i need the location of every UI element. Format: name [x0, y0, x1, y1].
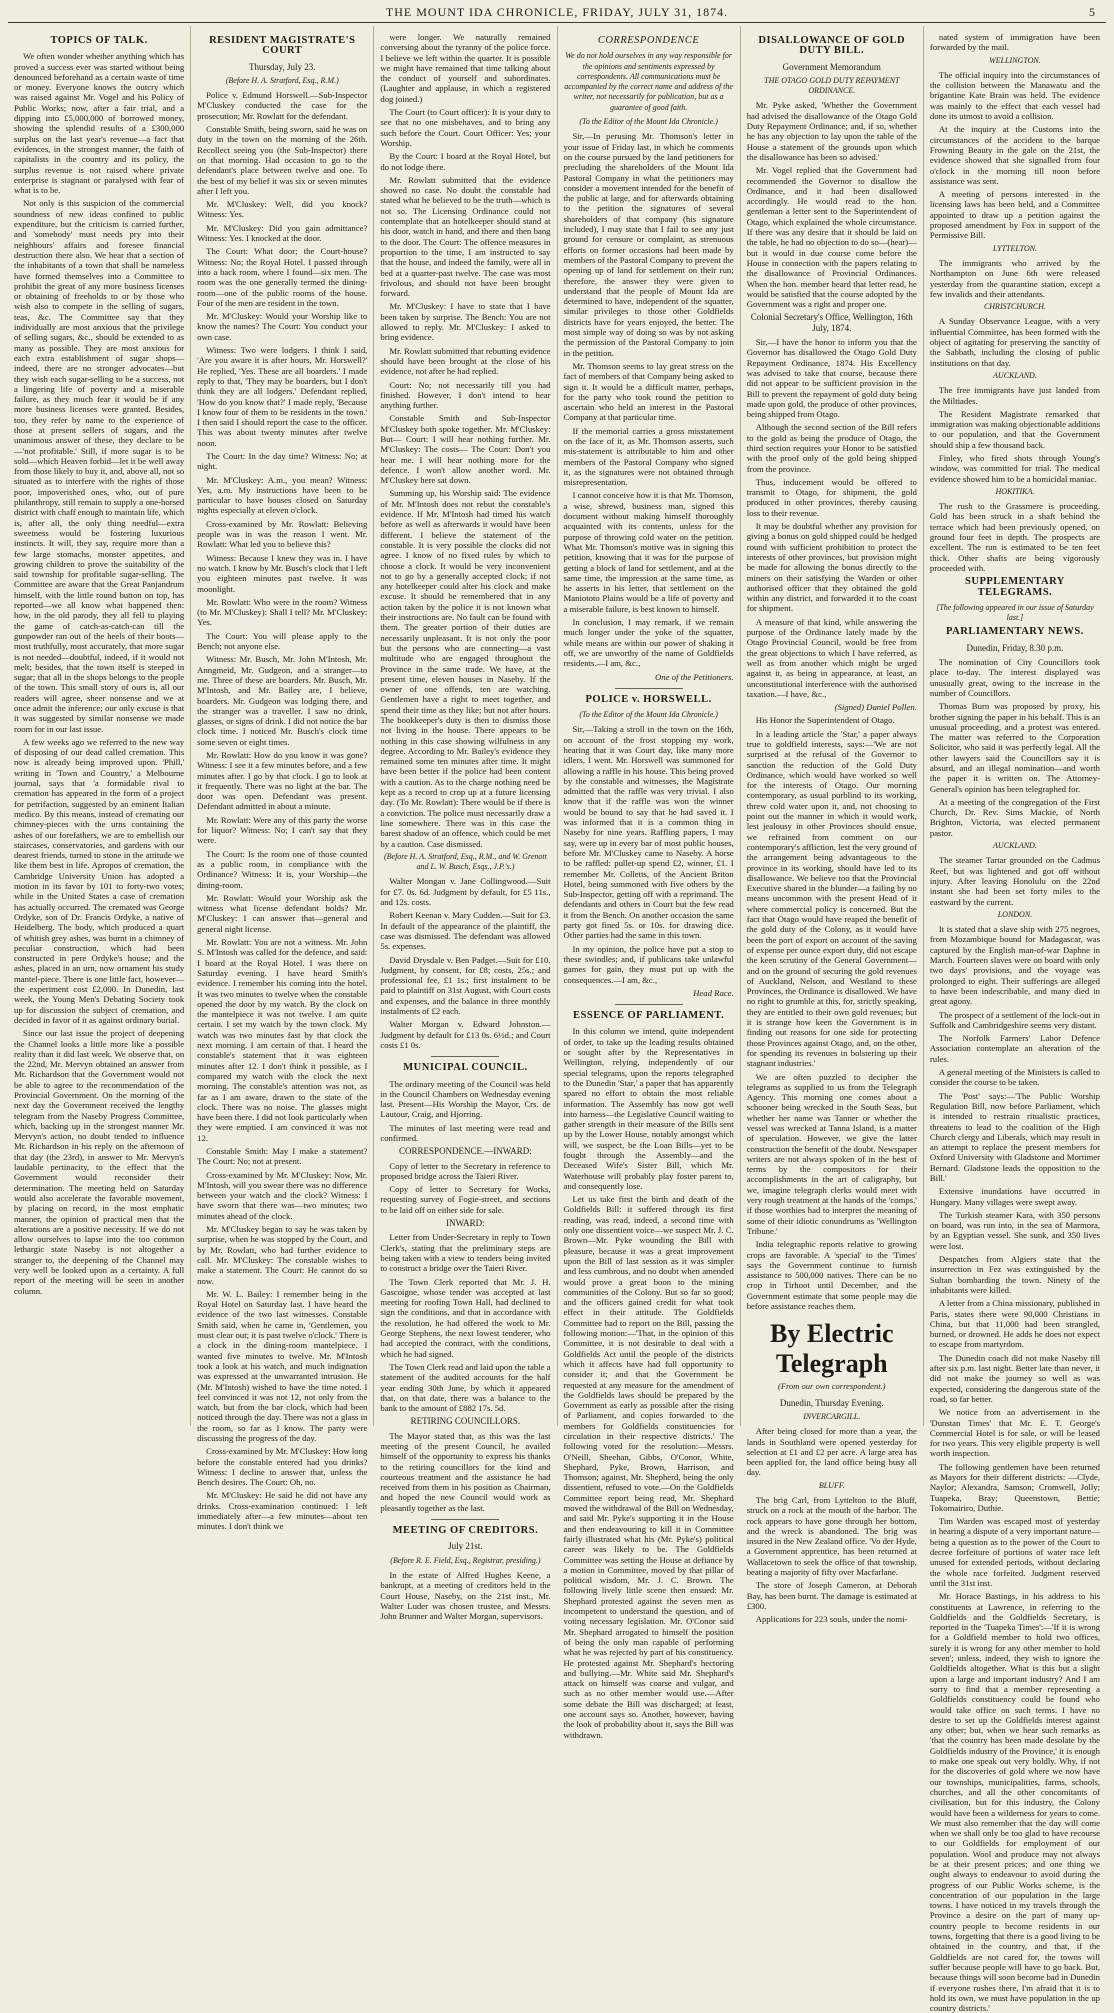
section-heading: PARLIAMENTARY NEWS.: [946, 626, 1084, 638]
article-paragraph: If the memorial carries a gross misstatement on the face of it, as Mr. Thomson asserts, such mis-statement is attributable to him and other members of the Pastoral Company who signed it, as the signatures were not obtained through misrepresentation.: [563, 425, 734, 488]
section-heading: MUNICIPAL COUNCIL.: [403, 1062, 528, 1074]
article-paragraph: Let us take first the birth and death of the Goldfields Bill: it suffered through its first reading, was read, indeed, a second time with only one dissentient voice—we suspect Mr. J. C. Brown—Mr. Pyke wounding the Bill with pleasure, because it was a great improvement upon the Bill of last session as it was simpler and less cumbrous, and no doubt when amended would prove a great boon to the mining communities of the Colony. But so far so good; and the officers gained credit for what took effect in their attitude. The Goldfields Committee had to report on the Bill, passing the following motion:—'That, in the opinion of this Committee, it is not desirable to deal with a Goldfields Act until the people of the districts which it affects have had full opportunity to consider it; and that the Government be requested at any measure for the amendment of the Goldfields laws should be prepared by the Government as early as possible after the rising of Parliament, and copies forwarded to the members for Goldfields constituencies for circulation in their respective districts.' The following voted for the resolution:—Messrs. O'Neill, Sheehan, Gibbs, O'Conor, White, Shephard, Pyke, Brown, Harrison, and Thomson; against, Mr. Shepherd, being the only dissentient, refused to vote.—On the Goldfields Committee report being read, Mr. Shephard moved the withdrawal of the Bill on Wednesday, and said Mr. Pyke's supporting it in the House and then endeavouring to kill it in Committee fairly illustrated what his (Mr. Pyke's) political career was likely to be. The Goldfields Committee was setting the House at defiance by a motion in Committee, moved by that pillar of political wisdom, Mr. J. C. Brown. The following lively little scene then ensued: Mr. Shephard protested against the seven men as incompetent to understand the question, and of voting necessary legislation. Mr. O'Conor said Mr. Shephard arrogated to himself the position of being the only man capable of performing what he was rejected by part of his constituency. He protested against Mr. Shephard's hectoring and bullying.—Mr. White said Mr. Shephard's attack on himself was coarse and vulgar, and such as no other member would use.—After some debate the Bill was discharged; at least, one account says so. Another, however, having the look of probability about it, says the Bill was withdrawn.: [563, 1194, 734, 1740]
article-paragraph: Witness: Two were lodgers. I think I said, 'Are you aware it is after hours, Mr. Horswell?' He replied, 'Yes. These are all boarders.' I made reply to that, 'They may be boarders, but I don't think they are all lodgers.' Defendant replied, 'How do you know that?' I made reply, 'Because I know four of them to be residents in the town.' I then said I should report the case to the officer. This was about twenty minutes after twelve noon.: [197, 345, 368, 448]
article-paragraph: The immigrants who arrived by the Northampton on June 6th were released yesterday from the quarantine station, except a few invalids and their attendants.: [929, 257, 1101, 299]
article-paragraph: The 'Post' says:—'The Public Worship Regulation Bill, now before Parliament, which is intended to restrain ritualistic practices, threatens to lead to the coalition of the High Church clergy and Liberals, which may result in an attempt to replace the present members for Oxford University with Gladstone and Mortimer Bernard. Gladstone leads the opposition to the Bill.': [929, 1090, 1101, 1183]
article-paragraph: The nomination of City Councillors took place to-day. The interest displayed was unusually great, owing to the increase in the number of Councillors.: [929, 657, 1101, 698]
article-paragraph: Sir,—I have the honor to inform you that the Governor has disallowed the Otago Gold Duty Repayment Ordinance, 1874. His Excellency was advised to take that course, because there did not appear to be sufficient provision in the Bill to prevent the repayment of gold duty being made upon gold, the produce of other provinces, being shipped from Otago.: [746, 337, 917, 420]
article-paragraph: Mr. Pyke asked, 'Whether the Government had advised the disallowance of the Otago Gold Duty Repayment Ordinance; and, if so, whether he has any objection to lay upon the table of the House a statement of the grounds upon which the disallowance has been so advised.': [746, 100, 917, 162]
note-line: (Before H. A. Stratford, Esq., R.M., and W. Grenott and L. W. Busch, Esqs., J.P.'s.): [383, 851, 547, 872]
section-heading: CORRESPONDENCE: [597, 35, 700, 46]
section-heading: ESSENCE OF PARLIAMENT.: [573, 1010, 725, 1022]
article-paragraph: Constable Smith and Sub-Inspector M'Cluskey both spoke together. Mr. M'Cluskey: But— Court: I will hear nothing further. Mr. M'Cluskey: The costs— The Court: Don't you hear me. I will hear nothing more for the defence. I won't allow another word. Mr. M'Cluskey here sat down.: [380, 413, 551, 486]
article-paragraph: A letter from a China missionary, published in Paris, states there were 90,000 Christians in China, but that 11,000 had been strangled, burned, or drowned. He adds he does not expect to escape from martyrdom.: [929, 1298, 1101, 1350]
masthead-title: THE MOUNT IDA CHRONICLE, FRIDAY, JULY 31, 1874.: [385, 5, 729, 19]
article-paragraph: The brig Carl, from Lyttelton to the Bluff, struck on a rock at the mouth of the harbor. The rock appears to have gone through her bottom, and the wreck is abandoned. The brig was insured in the New Zealand office. 'Vo der Hyde, a Government apprentice, has been returned at Wallacetown to seek the office of that township, beating a majority of fifty over Macfarlane.: [746, 1495, 917, 1578]
article-paragraph: After being closed for more than a year, the lands in Southland were opened yesterday for selection at £1 and £2 per acre. A large area has been applied for, the land office being busy all day.: [746, 1426, 917, 1478]
article-paragraph: Finley, who fired shots through Young's window, was committed for trial. The medical evidence showed him to be a homicidal maniac.: [929, 452, 1101, 484]
article-paragraph: The Court: Is the room one of those counted as a public room, in compliance with the Ordinance? Witness: It is, your Worship—the dining-room.: [197, 848, 368, 890]
masthead: [0, 0, 1114, 22]
article-paragraph: Sir,—Taking a stroll in the town on the 16th, on account of the frost stopping my work, hearing that it was Court day, like many more idlers, I went. Mr. Horswell was summoned for allowing a raffle in his house. This being proved by the constable and witnesses, the Magistrate admitted that the raffle was very trivial. I also know that if the raffle was won the winner would be bound to say that he had saved it. I was informed that it is a common thing in Naseby for nine years. Raffling papers, I may say, were up in every bar of most public houses, before Mr. M'Cluskey came to Naseby. A horse to be raffled: pullet-up spend £2, winner, £1. I remember Mr. Colletts, of the Ancient Briton Hotel, being summoned with five others by the Sub-Inspector, getting off with a reprimand. The defendants and others in Court but the few read it from the Bench. On another occasion the same party got fined 5s. or 10s. for drawing dice. Other parties had the same in this town.: [563, 724, 734, 941]
article-paragraph: Walter Morgan v. Edward Johnston.—Judgment by default for £13 0s. 6½d.; and Court costs £1 0s.: [380, 1019, 551, 1050]
newspaper-columns: [8, 26, 1106, 2013]
subheading: Colonial Secretary's Office, Wellington, 16th July, 1874.: [750, 312, 913, 333]
article-paragraph: His Honor the Superintendent of Otago.: [755, 715, 895, 726]
article-paragraph: A meeting of persons interested in the licensing laws has been held, and a Committee appointed to draw up a petition against the proposed amendment by Fox in support of the Permissive Bill.: [929, 189, 1101, 241]
section-heading: MEETING OF CREDITORS.: [392, 1525, 539, 1537]
article-paragraph: The Town Clerk reported that Mr. J. H. Gascoigne, whose tender was accepted at last meeting for roofing Town Hall, had declined to sign the conditions, and that in accordance with the resolution, he had offered the work to Mr. George Stephens, the next lowest tenderer, who had accepted the contract, with the conditions, which he had signed.: [380, 1276, 551, 1359]
article-paragraph: Mr. Rowlatt submitted that the evidence showed no case. No doubt the constable had stated what he believed to be the truth—which is not so. The Licensing Ordinance could not contemplate that an hotelkeeper should stand at his door, watch in hand, and there and then bang to the door. The Court: The offence measures in proportion to the time, I am instructed to say that the house, and indeed the family, were all in bed at a quarter-past twelve. The case was most frivolous, and should not have been brought forward.: [380, 174, 551, 299]
article-paragraph: Mr. M'Cluskey: I have to state that I have been taken by surprise. The Bench: You are not allowed to reply. Mr. M'Cluskey: I asked to bring evidence.: [380, 301, 551, 343]
article-paragraph: The Court: In the day time? Witness: No; at night.: [197, 450, 368, 472]
subheading: CORRESPONDENCE.—INWARD:: [399, 1146, 532, 1157]
article-paragraph: Constable Smith: May I make a statement? The Court: No; not at present.: [197, 1145, 368, 1167]
section-heading: RESIDENT MAGISTRATE'S COURT: [209, 35, 356, 57]
article-paragraph: Not only is this suspicion of the commercial soundness of new ideas confined to public expenditure, but the criticism is carried further, and 'somebody' must needs pry into their neighbours' affairs and foresee financial destruction there also. We hear that a section of the inhabitants of a town that shall be nameless have formed themselves into a Committee to prohibit the great of any more business licenses or obtaining of freeholds to or by those who wish also to compete in the selling of sugars, teas, &c. The Committee say that they individually are most anxious that the privilege of selling sugars, &c., should be extended to as many as possible. They are most anxious for each extra establishment of sugar shops—indeed, there are no stronger advocates—but they wish each sugar-selling to be a success, not a lingering life of poverty and a miserable failure, as they much fear it would be if any more business licenses were granted. Besides, too, they refer by name to the experience of those at present sellers of sugars, and the unanimous answer of these, they declare to be—'not profitable.' Still, if more sugar is to be sold—which Heaven forbid—let it be well away from those likely to buy it, and, above all, not so situated as to interfere with the rights of those poor, impoverished ones, who, out of pure philanthropy, still remain to supply a one-horsed district with chaff enough to maintain life, which is, after all, the only thing needful—extra sweetness would be fostering luxurious instincts. It will, they say, require more than a few large stomachs, monster appetites, and growing children to prove the suitability of the said township for profitable sugar-selling. The Committee are aware that the Great Panjandrum himself, with the little round button on top, has reported—we all know what happened then: how, in the old parody, they all fell to playing the game of catch-as-catch-can till the gunpowder ran out of the heels of their boots—most truthfully, most accurately, that more sugar is not needed—doubtful, indeed, if it would not melt; besides, that the town itself is steeped in sugar; that all in the shops belongs to the people of the town. This small story of ours is, all our readers will agree, sheer nonsense and we at once admit the inference; our only excuse is that it was suggested by similar nonsense we made room for in our last issue.: [14, 198, 185, 734]
article-paragraph: The rush to the Grassmere is proceeding. Gold has been struck in a shaft behind the terrace which had been previously opened, on ground four feet in depth. The prospects are excellent. The run is estimated to be ten feet thick. Other shafts are being vigorously proceeded with.: [929, 501, 1101, 573]
section-divider: [431, 1056, 499, 1057]
section-heading: DISALLOWANCE OF GOLD DUTY BILL.: [758, 35, 906, 57]
article-paragraph: Thus, inducement would be offered to transmit to Otago, for shipment, the gold produced in other provinces, thereby causing loss to their revenue.: [746, 476, 917, 518]
column-5: [741, 26, 924, 1625]
note-line: AUCKLAND.: [993, 841, 1037, 851]
note-line: (Before H. A. Stratford, Esq., R.M.): [225, 75, 339, 85]
note-line: [The following appeared in our issue of Saturday last.]: [936, 602, 1094, 623]
article-paragraph: Robert Keenan v. Mary Cudden.—Suit for £3. In default of the appearance of the plaintiff, the case was dismissed. The defendant was allowed 5s. expenses.: [380, 910, 551, 952]
article-paragraph: Mr. M'Cluskey began to say he was taken by surprise, when he was stopped by the Court, and by Mr. Rowlatt, who had further evidence to call. Mr. M'Cluskey: The constable wishes to make a statement. The Court: He cannot do so now.: [197, 1224, 368, 1286]
article-paragraph: Mr. M'Cluskey: Did you gain admittance? Witness: Yes. I knocked at the door.: [197, 222, 368, 244]
article-paragraph: Since our last issue the project of deepening the Channel looks a little more like a possible reality than it did last week. We observe that, on the 22nd, Mr. Mervyn obtained an answer from Mr. Richardson that the Government would not be able to agree to the recommendation of the Provincial Government. On the morning of the next day the Government received the lengthy telegram from the Naseby Progress Committee, which, backing up in the strongest manner Mr. Mervyn's action, no doubt tended to influence Mr. Richardson in his reply on the afternoon of that day (the 23rd), in answer to Mr. Mervyn's laudable pertinacity, to the effect that the Government would reconsider their determination. The meeting held on Saturday would also accelerate the favorable movement, by placing on record, in the most emphatic manner, the opinion of practical men that the alterations are a positive necessity. If we do not allow ourselves to lapse into the too common lethargic state Naseby is not altogether a stranger to, the deepening of the Channel may very well be looked upon as a certainty. A full report of the meeting will be seen in another column.: [14, 1028, 185, 1296]
article-paragraph: Thomas Burn was proposed by proxy, his brother signing the paper in his behalf. This is an unusual proceeding, and a protest was entered. The matter was referred to the Corporation Solicitor, who said it was perfectly legal. All the other lawyers said the Councillors say it is absurd, and an illegal nomination—and worth the paper it is written on. The Attorney-General's opinion has been telegraphed for.: [929, 701, 1101, 794]
article-paragraph: In a leading article the 'Star,' a paper always true to goldfield interests, says:—'We are not surprised at the refusal of the Governor to sanction the reduction of the Gold Duty Ordinance, which would have worked so well for the interests of Otago. Our morning contemporary, as usual purblind to its working, threw cold water upon it, and, not choosing to point out the manner in which it would work, lest jealousy in other Provinces should ensue, we refrained from comment on our contemporary's affliction, lest the very ground of the arrangement being advantageous to the province in its working, should have led to its disallowance. We believe too that the Provincial Executive shared in the blunder—a failing by no means uncommon with the present Head of it where commercial policy is concerned. But the fact that Otago would have reaped the benefit of the gold duty of the Colony, as it would have been the port of export on account of the saving of expense per ounce export duty, did not escape the keen scrutiny of the General Government—and on the ground of securing the gold revenues of Auckland, Nelson, and Westland to these Provinces, the Ordinance is disallowed. We have no right to grumble at this, for, strictly speaking, they are entitled to their own gold revenues; but it is strange how keen the Government is in finding out reasons for one side for protecting those Provinces against Otago, and, on the other, for spending its revenues in bolstering up their stagnant industries.': [746, 728, 917, 1069]
article-paragraph: It is stated that a slave ship with 275 negroes, from Mozambique bound for Madagascar, was captured by the English man-of-war Daphne in March. Fourteen slaves were on board with only two days' provisions, and the voyage was prolonged to eight. Their sufferings are alleged to have been indescribable, and many died in great agony.: [929, 924, 1101, 1007]
article-paragraph: The ordinary meeting of the Council was held in the Council Chambers on Wednesday evening last. Present—His Worship the Mayor, Crs. de Lautour, Craig, and Hjorring.: [380, 1078, 551, 1120]
article-paragraph: The Court (to Court officer): It is your duty to see that no one misbehaves, and to bring any such before the Court. Court Officer: Yes; your Worship.: [380, 107, 551, 148]
article-paragraph: Constable Smith, being sworn, said he was on duty in the town on the morning of the 26th. Recollect seeing you (the Sub-Inspector) there on that morning. Had occasion to go to the defendant's place between twelve and one. To the best of my belief it was six or seven minutes after I left you.: [197, 124, 368, 196]
section-divider: [431, 1519, 499, 1520]
article-paragraph: A few weeks ago we referred to the new way of disposing of our dead called cremation. This now is already being improved upon. 'Phill,' writing in 'Town and Country,' a Melbourne journal, says that 'a formidable rival to cremation has appeared in the form of a project for petrifaction, suggested by an eminent Italian medico. By this means, instead of cremating our chimney-pieces with the urns containing the ashes of our forefathers, we are to embellish our staircases, conservatories, and gardens with our dearest friends, turned to stone in the attitude we like them best in life. Apropos of cremation, the Cambridge University Union has adopted a motion in its favor by 101 to forty-two votes; while in the United States a case of cremation has actually occurred. The cremated was George Ordyke, son of Dr. Francis Ordyke, a native of Heidelberg. The body, which produced a quart of whitish grey ashes, was burnt in a chimney of peculiar construction, which had been constructed in pere Ordyke's house; and the ashes, placed in an urn, now ornament his study mantel-piece. There is one little fact, however—the experiment cost £2,000. In Dunedin, last week, the Young Men's Debating Society took up for discussion the subject of cremation, and decided in favor of it as against ordinary burial.: [14, 736, 185, 1025]
note-line: WELLINGTON.: [989, 55, 1041, 65]
section-heading: POLICE v. HORSWELL.: [585, 693, 712, 705]
article-paragraph: Letter from Under-Secretary in reply to Town Clerk's, stating that the preliminary steps are being taken with a view to tenders being invited to construct a bridge over the Taieri River.: [380, 1232, 551, 1274]
article-paragraph: At a meeting of the congregation of the First Church, Dr. Rev. Sims Mackie, of North Brighton, Victoria, was elected permanent pastor.: [929, 796, 1101, 838]
subheading: INWARD:: [446, 1218, 485, 1229]
article-paragraph: Mr. Rowlatt: Who were in the room? Witness (to Mr. M'Cluskey): Shall I tell? Mr. M'Cluskey: Yes.: [197, 596, 368, 628]
article-paragraph: India telegraphic reports relative to growing crops are favorable. A 'special' to the 'Times' says the Government continue to furnish assistance to 500,000 natives. There can be no crop in Tirhoot until December, and the Government estimate that some people may die before assistance reaches them.: [746, 1239, 917, 1312]
article-paragraph: We notice from an advertisement in the 'Dunstan Times' that Mr. E. T. George's Commercial Hotel is for sale, or will be leased for two years. This very eligible property is well worth inspection.: [929, 1407, 1101, 1459]
article-paragraph: Copy of letter to Secretary for Works, requesting survey of Fogie-street, and sections to be laid off on either side for sale.: [380, 1184, 551, 1215]
note-line: We do not hold ourselves in any way responsible for the opinions and sentiments expressed by correspondents. All communications must be accompanied by the correct name and address of the writer, not necessarily for publication, but as a guarantee of good faith.: [564, 51, 733, 112]
article-paragraph: It may be doubtful whether any provision for giving a bonus on gold shipped could be hedged round with sufficient prohibition to protect the interests of other provinces, but provision might be made for allowing the bonus directly to the miners on their satisfying the Warden or other authorised officer that they obtained the gold within any district, and forwarded it to the coast for shipment.: [746, 521, 917, 614]
subheading: Thursday, July 23.: [249, 61, 316, 72]
article-paragraph: Copy of letter to the Secretary in reference to proposed bridge across the Taieri River.: [380, 1160, 551, 1181]
article-paragraph: In conclusion, I may remark, if we remain much longer under the yoke of the squatter, while means are within our power of shaking it off, we are unworthy of the name of Goldfields residents.—I am, &c.,: [563, 617, 734, 669]
article-paragraph: In my opinion, the police have put a stop to these swindles; and, if publicans take unlawful games for gain, they must put up with the consequences.—I am, &c.,: [563, 943, 734, 985]
article-paragraph: A measure of that kind, while answering the purpose of the Ordinance lately made by the Otago Provincial Council, would be free from the great objections to which I have referred, as well as from another which might be urged against it, as being in appearance, at least, an unconstitutional interference with the authorised taxation.—I have, &c.,: [746, 616, 917, 699]
column-1: [8, 26, 191, 1426]
article-paragraph: Mr. Rowlatt: Would your Worship ask the witness what license defendant holds? Mr. M'Cluskey: I can answer that—general and general night license.: [197, 892, 368, 934]
article-paragraph: Mr. Horace Bastings, in his address to his constituents at Lawrence, in referring to the Goldfields and the Goldfields Secretary, is reported in the 'Tuapeka Times':—'If it is wrong for a Goldfield member to hold two offices, surely it is wrong for any other member to hold seven'; unless, indeed, they wish to ignore the Goldfields altogether. What is this but a slight upon a large and important industry? And I am sorry to find that a member representing a Goldfields constituency could be found who would take office on such terms. I have no desire to set up the Goldfields interest against any other; but, when we hear such remarks as 'that the country has been made desolate by the Goldfields industry of the Province,' it is enough to make one speak out very boldly. Why, if not for the discoveries of gold where we now have our townships, municipalities, farms, schools, churches, and all the other concomitants of civilisation, but for this industry, the Colony would have been a wilderness for years to come. We must also remember that the day will come when we shall only be too glad to have recourse to our Goldfields for employment of our population. Wool and produce may not always be at their present prices; and one thing we ought always to endeavour to avoid during the progress of our Public Works scheme, is the concentration of our population in the large towns. I have noticed in my travels through the Province a desire on the part of many up-country people to become residents in our towns, forgetting that there is a good living to be obtained in the country, and that, if the Goldfields are not cared for, the towns will suffer because people will have to go back. But, because things will soon become bad in Dunedin if everyone rushes there, I'm afraid that it is to hold its own, we must have population in the up country districts.': [929, 1591, 1101, 2013]
byline: (From our own correspondent.): [778, 1381, 886, 1392]
article-paragraph: Police v. Edmund Horswell.—Sub-Inspector M'Cluskey conducted the case for the prosecution; Mr. Rowlatt for the defendant.: [197, 90, 368, 121]
article-paragraph: Mr. W. L. Bailey: I remember being in the Royal Hotel on Saturday last. I have heard the evidence of the two last witnesses. Constable Smith said, when he came in, 'Gentlemen, you must clear out; it is past twelve o'clock.' There is a clock in the dining-room mantelpiece. I wanted five minutes to twelve. Mr. M'Intosh took a look at his watch, and much indignation was expressed at the unwarranted intrusion. He (Mr. M'Intosh) wished to have the time noted. I feel convinced it was not 12, not only from the watch, but from the bar clock, which had been noticed through the day. There was not a glass in the room, so far as I know. The party were discussing the progress of the day.: [197, 1288, 368, 1443]
article-paragraph: Mr. M'Cluskey: He said he did not have any drinks. Cross-examination continued: I left immediately after—a few minutes—about ten minutes. I don't think we: [197, 1490, 368, 1532]
article-paragraph: By the Court: I board at the Royal Hotel, but do not lodge there.: [380, 151, 551, 172]
article-paragraph: The Resident Magistrate remarked that immigration was making objectionable additions to our population, and that the Government should ship a few thousand back.: [929, 408, 1101, 450]
article-paragraph: Mr. M'Cluskey: A.m., you mean? Witness: Yes, a.m. My instructions have been to be particular to have houses closed on Saturday nights especially at eleven o'clock.: [197, 474, 368, 516]
article-paragraph: In this column we intend, quite independent of order, to take up the leading results obtained or sought after by the Representatives in Wellington, relying, independently of our special telegrams, upon the reports telegraphed to the Dunedin 'Star,' a paper that has apparently spared no effort to obtain the most reliable information. The Assembly has now got well into harness—the Legislative Council waiting to gather strength in their measure of the Bills sent up by the Lower House, notably amongst which will, we suspect, be the Loan Bills—yet to be fought through the Assembly—and the Deceased Wife's Sister Bill, which Mr. Waterhouse will probably play foster parent to, and consequently lose.: [563, 1026, 734, 1191]
signature-line: One of the Petitioners.: [655, 671, 734, 682]
article-paragraph: The Dunedin coach did not make Naseby till after six p.m. last night. Better late than never, it did not make the journey so well as was expected, considering the dangerous state of the road, so far better.: [929, 1352, 1101, 1404]
article-paragraph: Applications for 223 souls, under the nomi-: [755, 1614, 908, 1625]
article-paragraph: The Court: You will please apply to the Bench; not anyone else.: [197, 630, 368, 652]
telegraph-title: By Electric Telegraph: [770, 1319, 894, 1379]
column-4: [558, 26, 741, 1740]
article-paragraph: Cross-examined by Mr. Rowlatt: Believing people was in was the reason I went. Mr. Rowlatt: What led you to believe this?: [197, 518, 368, 550]
section-heading: SUPPLEMENTARY TELEGRAMS.: [965, 576, 1065, 598]
note-line: (To the Editor of the Mount Ida Chronicle.): [579, 710, 718, 720]
note-line: BLUFF.: [818, 1480, 845, 1490]
article-paragraph: Mr. Rowlatt: Were any of this party the worse for liquor? Witness: No; I can't say that they were.: [197, 814, 368, 846]
article-paragraph: Mr. Vogel replied that the Government had recommended the Governor to disallow the Ordinance, and it had been disallowed accordingly. He would read to the hon. gentleman a letter sent to the Superintendent of Otago, which explained the whole circumstance. If there was any desire that it should be laid on the table, he had no objection to do so—(hear)—but it would in due course come before the House in connection with the papers relating to the disallowance of Provincial Ordinances. When the hon. member heard that letter read, he would be satisfied that the course adopted by the Government was a right and proper one.: [746, 165, 917, 310]
article-paragraph: The Town Clerk read and laid upon the table a statement of the audited accounts for the half year ending 30th June, by which it appeared that, on that date, there was a balance to the bank to the amount of £882 17s. 5d.: [380, 1361, 551, 1414]
note-line: INVERCARGILL.: [803, 1411, 861, 1421]
article-paragraph: The official inquiry into the circumstances of the collision between the Manawatu and the brigantine Kate Brain was held. The evidence was mainly to the effect that each vessel had done its utmost to avoid a collision.: [929, 69, 1101, 122]
article-paragraph: nated system of immigration have been forwarded by the mail.: [929, 32, 1101, 53]
subheading: Dunedin, Thursday Evening.: [779, 1397, 884, 1408]
article-paragraph: David Drysdale v. Ben Padget.—Suit for £10. Judgment, by consent, for £8; costs, 25s.; and professional fee, £1 1s.; first instalment to be paid to plaintiff on 31st August, with Court costs and expenses, and the balance in three monthly instalments of £2 each.: [380, 954, 551, 1017]
article-paragraph: Witness: Because I knew they was in. I have no watch. I know by Mr. Busch's clock that I left you eighteen minutes past twelve. It was moonlight.: [197, 552, 368, 594]
note-line: LONDON.: [997, 909, 1033, 919]
article-paragraph: The Norfolk Farmers' Labor Defence Association contemplate an alteration of the rules.: [929, 1033, 1101, 1064]
article-paragraph: Witness: Mr. Busch, Mr. John M'Intosh, Mr. Anngmeid, Mr. Gudgeon, and a stranger—to me. Three of these are boarders. Mr. Busch, Mr. M'Intosh, and Mr. Bailey are, I believe, boarders. Mr. Gudgeon was lodging there, and the stranger was a traveller. I saw no drink, glasses, or signs of drink. I did not notice the bar clock time. I noticed Mr. Busch's clock time some seven or eight times.: [197, 654, 368, 747]
article-paragraph: Although the second section of the Bill refers to the gold as being the produce of Otago, the third section requires your Honor to be satisfied with the proof only of the gold being shipped from the province.: [746, 422, 917, 474]
signature-line: (Signed) Daniel Pollen.: [834, 702, 917, 713]
article-paragraph: Mr. M'Cluskey: Would your Worship like to know the names? The Court: You conduct your own case.: [197, 311, 368, 342]
note-line: CHRISTCHURCH.: [983, 302, 1046, 312]
article-paragraph: The store of Joseph Cameron, at Deborah Bay, has been burnt. The damage is estimated at £300.: [746, 1580, 917, 1611]
article-paragraph: The prospect of a settlement of the lock-out in Suffolk and Cambridgeshire seems very distant.: [929, 1009, 1101, 1030]
article-paragraph: The free immigrants have just landed from the Miltiades.: [929, 385, 1101, 406]
article-paragraph: Mr. Rowlatt: You are not a witness. Mr. John S. M'Intosh was called for the defence, and said: I board at the Royal Hotel. I was there on Saturday evening. I have heard Smith's evidence. I remember his coming into the hotel. It was two minutes to twelve when the constable opened the door by my watch. By the clock on the mantelpiece it was not twelve. I am quite certain. I set my watch by the town clock. My watch was two minutes fast by that clock the next morning. I am certain of that. I heard the constable's statement that it was eighteen minutes after 12. I don't think it possible, as I compared my watch with the clock the next morning. The constable's attention was not, as far as I am aware, drawn to the state of the clock. There was no noise. The glasses might have been there. I did not look particularly when they were emptied. I am convinced it was not 12.: [197, 937, 368, 1143]
article-paragraph: were longer. We naturally remained conversing about the tyranny of the police force. I believe we left within the quarter. It is possible we might have remained that time talking about the conduct of yourself and subordinates. (Laughter and applause, in which a registered dog joined.): [380, 32, 551, 104]
article-paragraph: Extensive inundations have occurred in Hungary. Many villages were swept away.: [929, 1186, 1101, 1207]
article-paragraph: Mr. M'Cluskey: Well, did you knock? Witness: Yes.: [197, 199, 368, 220]
article-paragraph: The Turkish steamer Kara, with 350 persons on board, was run into, in the sea of Marmora, by an Egyptian vessel. She sunk, and 350 lives were lost.: [929, 1209, 1101, 1251]
article-paragraph: Court: No; not necessarily till you had finished. However, I don't intend to hear anything further.: [380, 379, 551, 411]
note-line: LYTTELTON.: [992, 243, 1038, 253]
column-6: [924, 26, 1106, 2013]
masthead-rule: [8, 22, 1106, 23]
article-paragraph: Cross-examined by Mr. M'Cluskey: How long before the constable entered had you drinks? Witness: I decline to answer that, unless the Bench desires. The Court: Oh, no.: [197, 1446, 368, 1488]
article-paragraph: The minutes of last meeting were read and confirmed.: [380, 1122, 551, 1143]
note-line: AUCKLAND.: [993, 370, 1037, 380]
section-divider: [615, 688, 683, 689]
subheading: RETIRING COUNCILLORS.: [410, 1416, 521, 1427]
article-paragraph: The steamer Tartar grounded on the Cadmus Reef, but was lightened and got off without injury. After leaving Honolulu on the 22nd instant she had been set forty miles to the eastward by the current.: [929, 855, 1101, 907]
column-2: [191, 26, 374, 1532]
article-paragraph: A Sunday Observance League, with a very influential Committee, has been formed with the object of agitating for preserving the sanctity of the Sabbath, including the closing of public institutions on that day.: [929, 316, 1101, 368]
section-heading: TOPICS OF TALK.: [50, 35, 148, 46]
column-3: [374, 26, 557, 1622]
article-paragraph: Mr. Rowlatt submitted that rebutting evidence should have been brought at the close of his evidence, not after he had replied.: [380, 345, 551, 377]
article-paragraph: The Court: What door; the Court-house? Witness: No; the Royal Hotel. I passed through into a back room, where I found—six men. The room was the one generally termed the dining-room—one of the public rooms of the house. Four of the men are resident in the town.: [197, 246, 368, 308]
article-paragraph: I cannot conceive how it is that Mr. Thomson, a wise, shrewd, business man, signed this document without making himself thoroughly acquainted with its contents, unless for the purpose of throwing cold water on the petition. What Mr. Thomson's motive was in signing this petition, knowing that it was for the purpose of getting a block of land for settlement, and at the same time, the impression at the same time, as he asserts in his letter, that settlement on the Maniototo Plains would be a life of poverty and a miserable failure, is best known to himself.: [563, 490, 734, 614]
note-line: THE OTAGO GOLD DUTY REPAYMENT ORDINANCE.: [764, 75, 900, 96]
article-paragraph: Cross-examined by Mr. M'Cluskey: Now, Mr. M'Intosh, will you swear there was no difference between your watch and the clock? Witness: I have sworn that there was—two minutes; two minutes ahead of the clock.: [197, 1169, 368, 1221]
article-paragraph: Sir,—In perusing Mr. Thomson's letter in your issue of Friday last, in which he comments on the course pursued by the land petitioners for precluding the shareholders of the Mount Ida Pastoral Company in what the petitioners may consider a movement intended for the benefit of the public at large, and for afterwards obtaining to the petition the signatures of several shareholders of that company (his signature included), I may state that I fail to see any just ground for censure or complaint, as strenuous efforts on former occasions had been made by members of the Pastoral Company to prevent the opening up of land for settlement on their run; therefore, the answer they were given to understand that the people of Mount Ida are determined to have, independent of the squatter, similar privileges to those other Goldfields districts have for years enjoyed, the better. The most simple way of doing so was by not asking the permission of the Pastoral Company to join in the petition.: [563, 131, 734, 358]
article-paragraph: Tim Warden was escaped most of yesterday in hearing a dispute of a very important nature—being a question as to the power of the Court to decree forfeiture of portions of water race left unused for extended periods, without declaring the whole race forfeited. Judgment reserved until the 31st inst.: [929, 1516, 1101, 1588]
article-paragraph: The following gentlemen have been returned as Mayors for their different districts: —Clyde, Naylor; Alexandra, Samson; Cromwell, Jolly; Tuapeka, Bray; Queenstown, Bettie; Tokomairiro, Duthie.: [929, 1461, 1101, 1513]
article-paragraph: Walter Mongan v. Jane Collingwood.—Suit for £7. 0s. 6d. Judgment by default, for £5 11s., and 12s. costs.: [380, 876, 551, 908]
article-paragraph: The Mayor stated that, as this was the last meeting of the present Council, he availed himself of the opportunity to express his thanks to the retiring councillors for the kind and courteous treatment and the assistance he had received from them in his position as Chairman, and hoped the new Council would work as pleasantly together as the last.: [380, 1430, 551, 1513]
note-line: (To the Editor of the Mount Ida Chronicle.): [579, 117, 718, 127]
signature-line: Head Race.: [693, 987, 734, 998]
article-paragraph: Despatches from Algiers state that the insurrection in Fez was extinguished by the Sultan bombarding the town. Ninety of the inhabitants were killed.: [929, 1254, 1101, 1295]
article-paragraph: Mr. Rowlatt: How do you know it was gone? Witness: I see it a few minutes before, and a few minutes after. I go by that clock. I go to look at it frequently. There was no light at the bar. The door was open. Defendant was present. Defendant admitted in about a minute.: [197, 750, 368, 812]
article-paragraph: Summing up, his Worship said: The evidence of Mr. M'Intosh does not rebut the constable's evidence. If Mr. M'Intosh had timed his watch before as well as afterwards it would have been different. I believe the statement of the constable. It is very possible the clocks did not agree. I know of no fixed rules by which to choose a clock. It would be very inconvenient not to go by a generally accepted clock; if not any hotelkeeper could alter his clock and make excuse. It should be remembered that in any action taken by the police it is not known what their instructions are. No fault can be found with them. The greater portion of their duties are necessarily unpleasant. It is not only the poor but the persons who are connecting—a vast multitude who are engaged throughout the Province in the same trade. We have, at the present time, eleven houses in Naseby. If the owner of one offends, ten are watching. Gentlemen have a right to meet together, and spend their time as they like; but not after hours. The bookkeeper's duty is then to dismiss those not living in the house. There appears to be nothing in this case showing wilfulness in any degree. According to Mr. Bailey's evidence they remained some ten minutes after time. It might have been better if the police had been content with a caution. As to the charge nothing need be kept as a record to crop up at a future licensing day. (To Mr. Rowlatt): There would be if there is a conviction. The police must necessarily draw a line somewhere. There was in this case the barest shadow of an offence, which could be met by a caution. Case dismissed.: [380, 488, 551, 849]
note-line: HOKITIKA.: [995, 486, 1035, 496]
article-paragraph: In the estate of Alfred Hughes Keene, a bankrupt, at a meeting of creditors held in the Court House, Naseby, on the 21st inst., Mr. Walter Luder was chosen trustee, and Messrs. John Brunner and Walter Morgan, supervisors.: [380, 1569, 551, 1622]
subheading: Government Memorandum: [782, 61, 881, 72]
article-paragraph: We often wonder whether anything which has proved a success ever was started without being denounced beforehand as a certain waste of time or money. Everyone knows the outcry which was raised against Mr. Vogel and his Policy of Public Works; now, after a fair trial, and a dipping into £5,000,000 of borrowed money, showing the splendid results of a £300,000 surplus on the last year's revenue—a fact that evidences, in the strongest manner, the faith of capitalists in the country and its policy, the surplus revenue is not raised where private enterprise is stagnant or paralysed with fear of what is to be.: [14, 51, 185, 196]
section-divider: [615, 1004, 683, 1005]
page-number: 5: [1089, 5, 1096, 19]
article-paragraph: At the inquiry at the Customs into the circumstances of the accident to the barque Frowning Beauty in the gale on the 21st, the evidence showed that she signalled from four o'clock in the morning till noon before assistance was sent.: [929, 124, 1101, 186]
article-paragraph: A general meeting of the Ministers is called to consider the course to be taken.: [929, 1067, 1101, 1088]
note-line: (Before R. E. Field, Esq., Registrar, presiding.): [390, 1555, 541, 1565]
article-paragraph: We are often puzzled to decipher the telegrams as supplied to us from the Telegraph Agency. This morning one comes about a schooner being wrecked in the South Seas, but whether her name was Tanner or whether the vessel was wrecked at Tanna Island, is a matter of speculation. However, we give the latter construction the benefit of the doubt. Newspaper writers are not always spoken of in the best of terms by the compositors for their accomplishments in the art of caligraphy, but we, imagine telegraph clerks would meet with very rough treatment at the hands of the 'comps.' if those worthies had to interpret the meaning of some of their idiotic conundrums as 'Wellington Tribune.': [746, 1071, 917, 1236]
subheading: July 21st.: [448, 1541, 483, 1552]
article-paragraph: Mr. Thomson seems to lay great stress on the fact of members of that Company being asked to sign it. It would be a difficult matter, perhaps, for the party who took round the petition to ascertain who held an interest in the Pastoral Company at that particular time.: [563, 360, 734, 423]
subheading: Dunedin, Friday, 8.30 p.m.: [966, 642, 1064, 653]
